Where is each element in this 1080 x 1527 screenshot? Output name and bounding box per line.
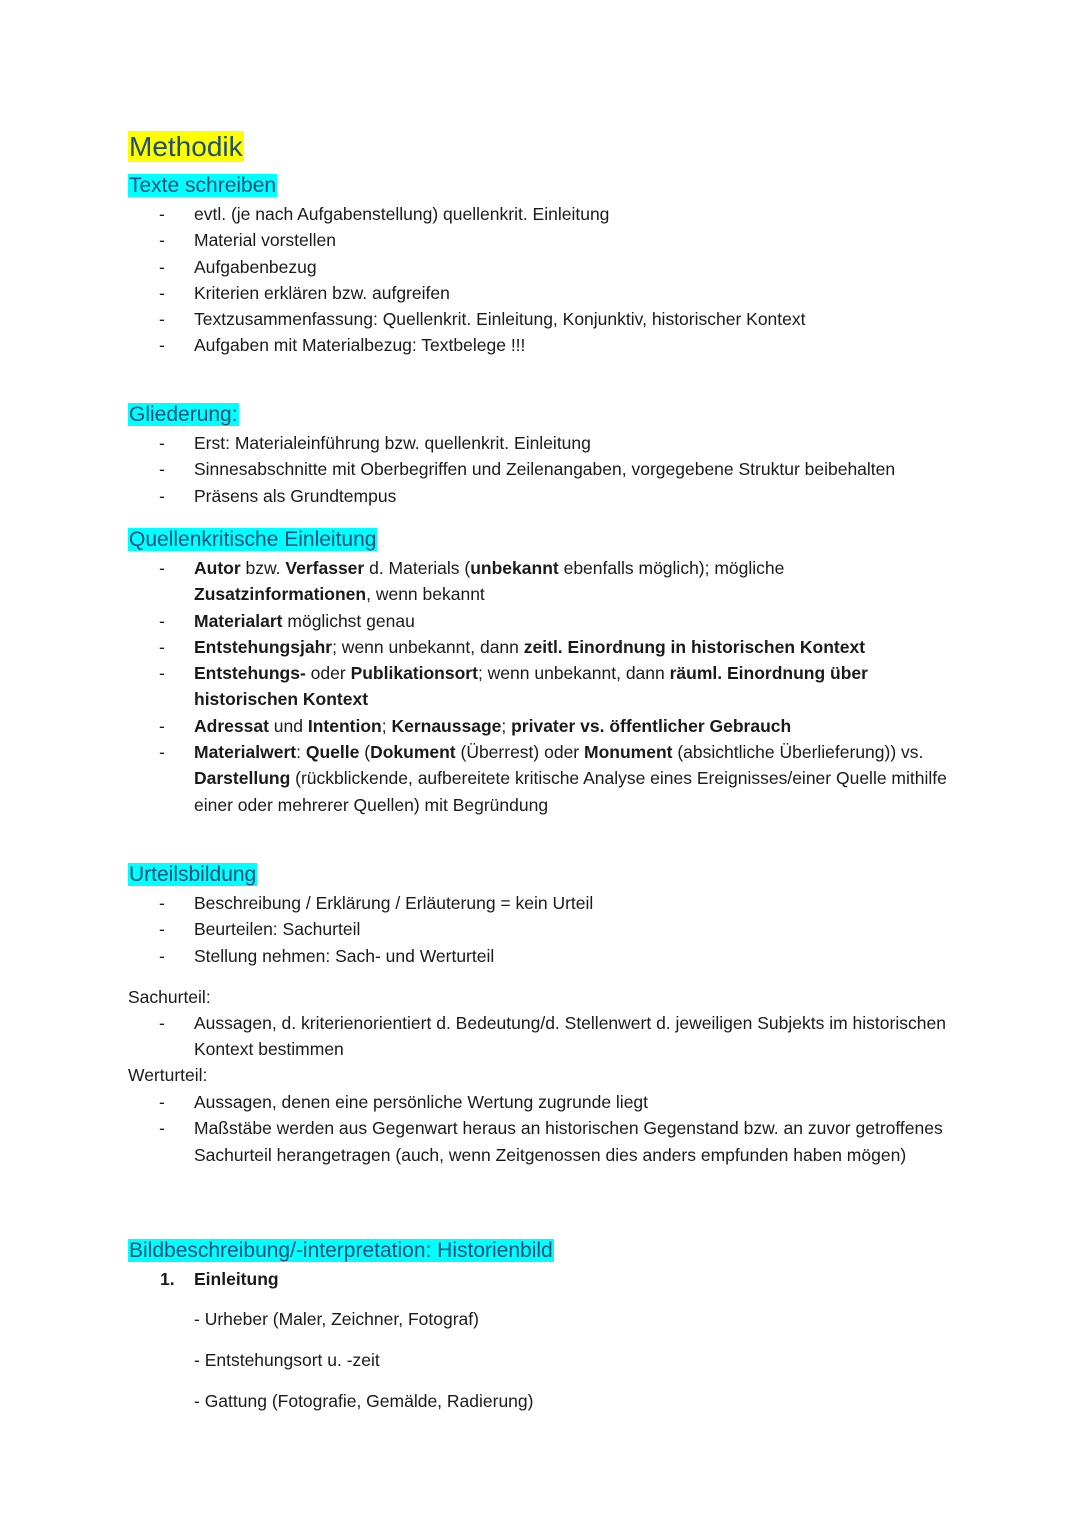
- list-item: - Entstehungsjahr; wenn unbekannt, dann zeitl. Einordnung in historischen Kontext: [0, 634, 954, 660]
- list-item: - Material vorstellen: [0, 227, 954, 253]
- page-title-text: Methodik: [129, 131, 243, 162]
- heading-urteilsbildung: Urteilsbildung: [129, 863, 257, 886]
- urteilsbildung-list: [0, 890, 954, 969]
- step-label: Einleitung: [194, 1269, 279, 1289]
- list-item: - Aufgaben mit Materialbezug: Textbelege !!!: [0, 332, 954, 358]
- list-item: - Autor bzw. Verfasser d. Materials (unbekannt ebenfalls möglich); mögliche Zusatzinformationen, wenn bekannt: [0, 555, 954, 608]
- list-item: - Aufgabenbezug: [0, 254, 954, 280]
- sub-item: - Entstehungsort u. -zeit: [194, 1350, 380, 1370]
- numbered-step: [160, 1266, 279, 1292]
- list-item: - Materialwert: Quelle (Dokument (Überrest) oder Monument (absichtliche Überlieferung)) vs. Darstellung (rückblickende, aufbereitete kritische Analyse eines Ereignisses/einer Quelle mithilfe einer oder mehrerer Quellen) mit Begründung: [0, 739, 954, 818]
- list-item: - Textzusammenfassung: Quellenkrit. Einleitung, Konjunktiv, historischer Kontext: [0, 306, 954, 332]
- list-item: - evtl. (je nach Aufgabenstellung) quellenkrit. Einleitung: [0, 201, 954, 227]
- werturteil-list: [0, 1089, 954, 1168]
- list-item: - Adressat und Intention; Kernaussage; privater vs. öffentlicher Gebrauch: [0, 713, 954, 739]
- list-item: - Erst: Materialeinführung bzw. quellenkrit. Einleitung: [0, 430, 954, 456]
- gliederung-list: [0, 430, 954, 509]
- list-item: - Kriterien erklären bzw. aufgreifen: [0, 280, 954, 306]
- list-item: - Materialart möglichst genau: [0, 608, 954, 634]
- list-item: - Maßstäbe werden aus Gegenwart heraus an historischen Gegenstand bzw. an zuvor getroffenes Sachurteil herangetragen (auch, wenn Zeitgenossen dies anders empfunden haben mögen): [0, 1115, 954, 1168]
- werturteil-label: Werturteil:: [128, 1065, 208, 1085]
- list-item: - Präsens als Grundtempus: [0, 483, 954, 509]
- heading-texte-schreiben: Texte schreiben: [129, 174, 277, 197]
- sachurteil-label: Sachurteil:: [128, 987, 211, 1007]
- list-item: - Entstehungs- oder Publikationsort; wenn unbekannt, dann räuml. Einordnung über historischen Kontext: [0, 660, 954, 713]
- list-item: - Beschreibung / Erklärung / Erläuterung = kein Urteil: [0, 890, 954, 916]
- step-number: 1.: [160, 1269, 175, 1289]
- sachurteil-list: [0, 1010, 954, 1063]
- page-title: [128, 129, 244, 165]
- texte-schreiben-list: [0, 201, 954, 359]
- heading-gliederung: Gliederung:: [129, 403, 238, 426]
- quellenkritische-einleitung-list: [0, 555, 954, 818]
- list-item: - Beurteilen: Sachurteil: [0, 916, 954, 942]
- list-item: - Stellung nehmen: Sach- und Werturteil: [0, 943, 954, 969]
- heading-bildbeschreibung: Bildbeschreibung/-interpretation: Historienbild: [129, 1239, 553, 1262]
- heading-quellenkritische-einleitung: Quellenkritische Einleitung: [129, 528, 377, 551]
- list-item: - Aussagen, d. kriterienorientiert d. Bedeutung/d. Stellenwert d. jeweiligen Subjekts im historischen Kontext bestimmen: [0, 1010, 954, 1063]
- sub-item: - Gattung (Fotografie, Gemälde, Radierung): [194, 1391, 534, 1411]
- list-item: - Sinnesabschnitte mit Oberbegriffen und Zeilenangaben, vorgegebene Struktur beibehalten: [0, 456, 954, 482]
- list-item: - Aussagen, denen eine persönliche Wertung zugrunde liegt: [0, 1089, 954, 1115]
- sub-item: - Urheber (Maler, Zeichner, Fotograf): [194, 1309, 479, 1329]
